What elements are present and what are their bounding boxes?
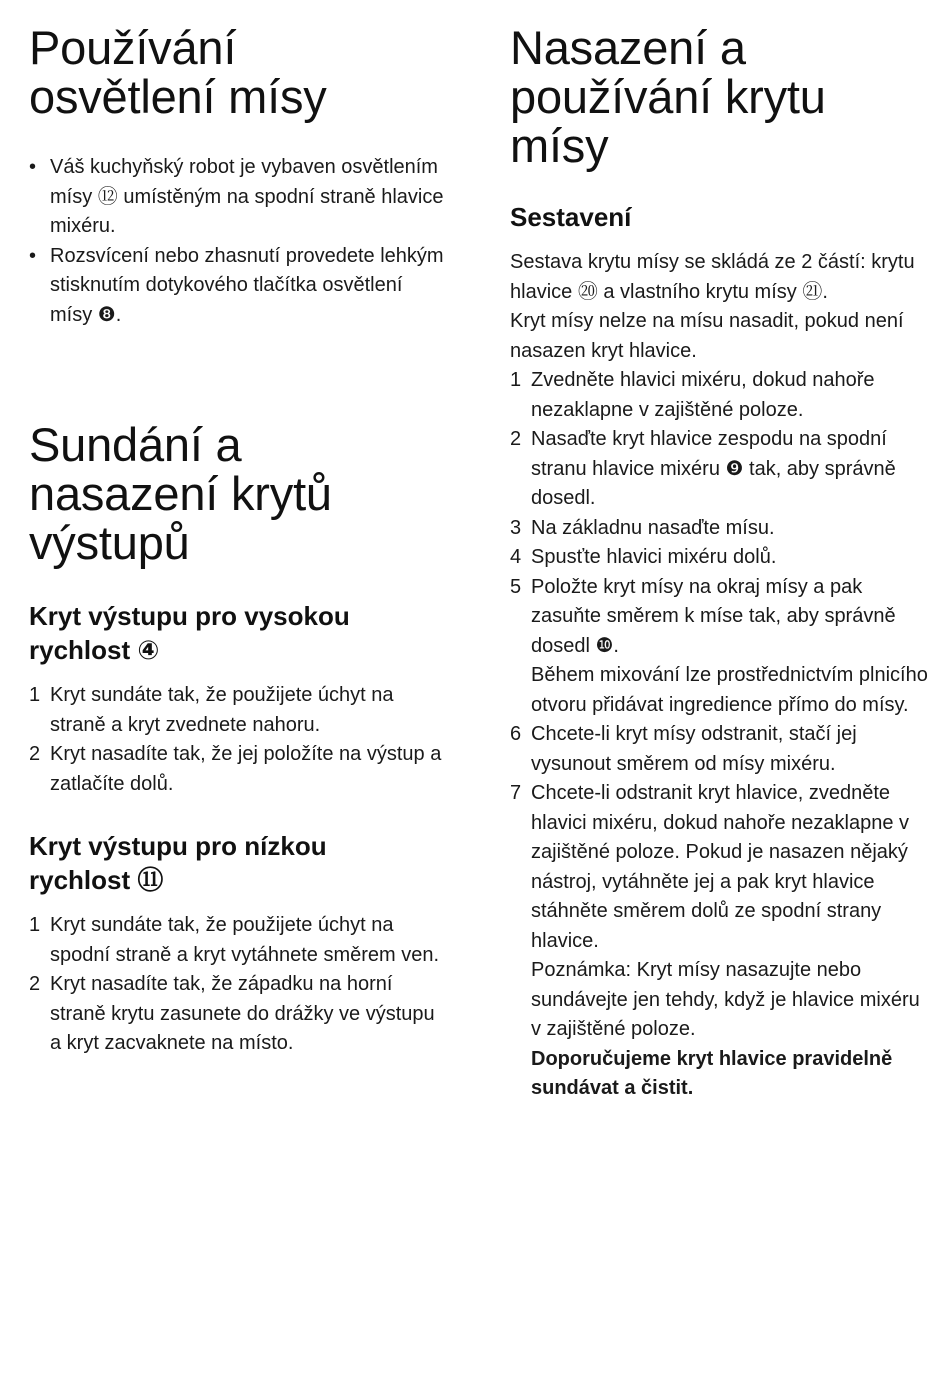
intro-paragraph: Kryt mísy nelze na mísu nasadit, pokud není nasazen kryt hlavice.	[510, 310, 904, 362]
step-item: 6 Chcete-li kryt mísy odstranit, stačí jej vysunout směrem od mísy mixéru.	[510, 723, 857, 775]
step-item: 7 Chcete-li odstranit kryt hlavice, zvedněte hlavici mixéru, dokud nahoře nezaklapne v zajištěné poloze. Pokud je nasazen nějaký nástroj, vytáhněte jej a pak kryt hlavice stáhněte směrem dolů ze spodní strany hlavice. Poznámka: Kryt mísy nasazujte nebo sundávejte jen tehdy, když je hlavice mixéru v zajištěné poloze. Doporučujeme kryt hlavice pravidelně sundávat a čistit.	[510, 779, 935, 1104]
section-title-bowl-cover: Nasazení a používání krytu mísy	[510, 21, 826, 172]
step-note: Poznámka: Kryt mísy nasazujte nebo sundávejte jen tehdy, když je hlavice mixéru v zajištěné poloze.	[531, 959, 920, 1040]
step-item: 1 Zvedněte hlavici mixéru, dokud nahoře nezaklapne v zajištěné poloze.	[510, 369, 875, 421]
subheading-high-speed-outlet: Kryt výstupu pro vysokou rychlost ④	[29, 601, 350, 665]
high-speed-steps	[29, 681, 449, 799]
subheading-assembly: Sestavení	[510, 202, 632, 232]
step-item: 2 Kryt nasadíte tak, že západku na horní straně krytu zasunete do drážky ve výstupu a kryt zacvaknete na místo.	[29, 973, 435, 1054]
step-item: 2 Kryt nasadíte tak, že jej položíte na výstup a zatlačíte dolů.	[29, 743, 442, 795]
left-column	[29, 0, 449, 1059]
step-item: 1 Kryt sundáte tak, že použijete úchyt na spodní straně a kryt vytáhnete směrem ven.	[29, 914, 440, 966]
subheading-low-speed-outlet: Kryt výstupu pro nízkou rychlost ⑪	[29, 831, 327, 895]
step-item: 5 Položte kryt mísy na okraj mísy a pak zasuňte směrem k míse tak, aby správně dosedl ❿. Během mixování lze prostřednictvím plnicího otvoru přidávat ingredience přímo do mísy.	[510, 573, 935, 721]
section-title-bowl-light: Používání osvětlení mísy	[29, 21, 327, 123]
step-item: 3 Na základnu nasaďte mísu.	[510, 516, 775, 539]
low-speed-steps	[29, 911, 449, 1059]
bullet-item: • Váš kuchyňský robot je vybaven osvětlením mísy ⑫ umístěným na spodní straně hlavice mixéru.	[29, 153, 449, 242]
step-item: 1 Kryt sundáte tak, že použijete úchyt na straně a kryt zvednete nahoru.	[29, 684, 394, 736]
bowl-cover-steps	[510, 366, 935, 1104]
intro-paragraph: Sestava krytu mísy se skládá ze 2 částí: krytu hlavice ⑳ a vlastního krytu mísy ㉑.	[510, 251, 915, 303]
bullet-item: • Rozsvícení nebo zhasnutí provedete lehkým stisknutím dotykového tlačítka osvětlení mísy ❽.	[29, 242, 449, 331]
step-item: 4 Spusťte hlavici mixéru dolů.	[510, 546, 777, 568]
step-item: 2 Nasaďte kryt hlavice zespodu na spodní stranu hlavice mixéru ❾ tak, aby správně dosedl.	[510, 428, 896, 509]
step-extra: Během mixování lze prostřednictvím plnicího otvoru přidávat ingredience přímo do mísy.	[531, 664, 928, 716]
section-title-outlet-covers: Sundání a nasazení krytů výstupů	[29, 418, 332, 569]
bowl-light-bullets	[29, 153, 449, 330]
step-bold-note: Doporučujeme kryt hlavice pravidelně sundávat a čistit.	[531, 1047, 893, 1099]
right-column	[510, 0, 935, 1104]
